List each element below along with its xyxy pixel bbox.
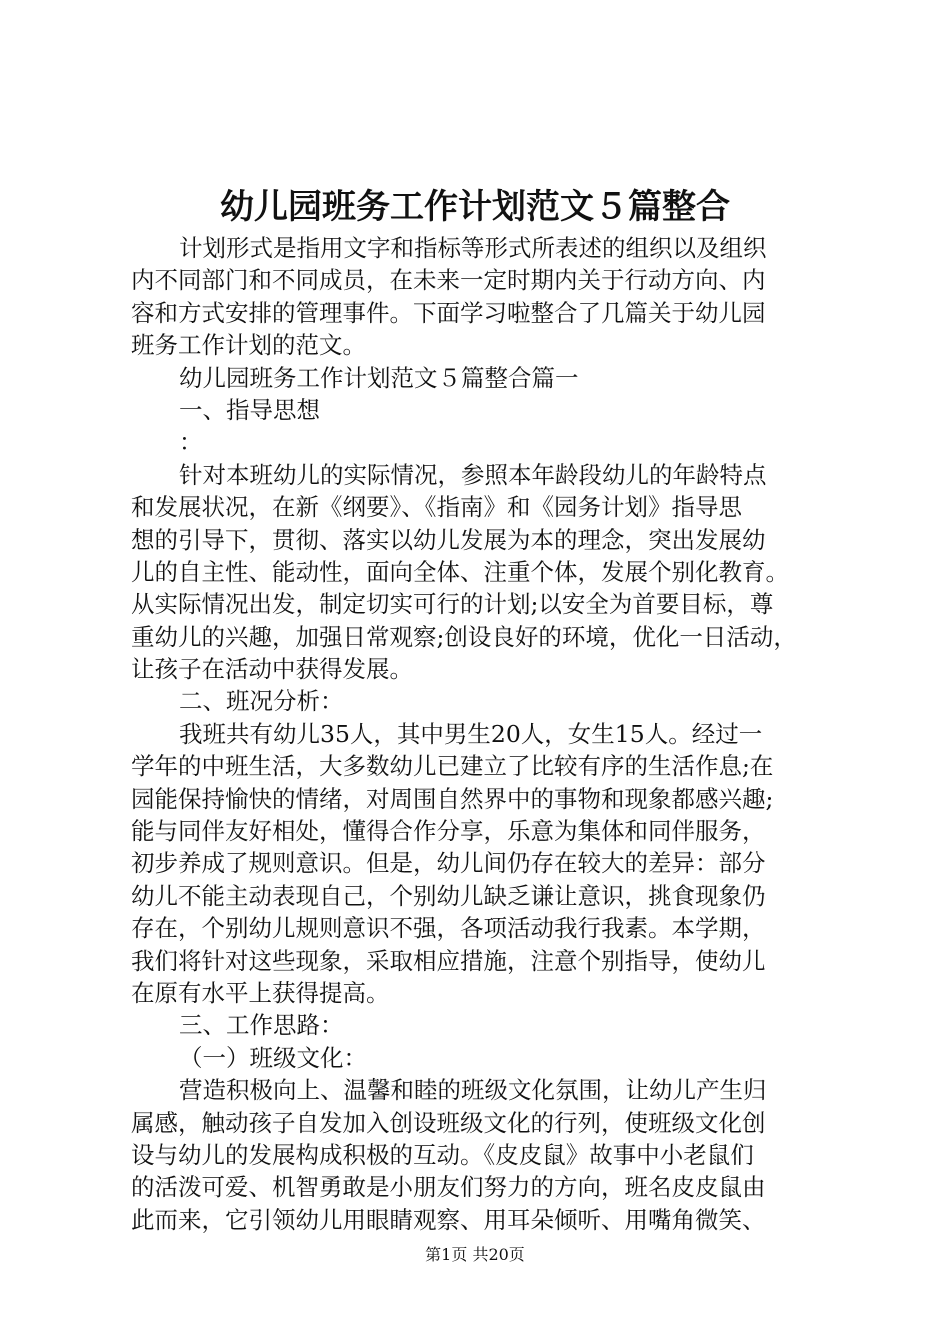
text-line: 重幼儿的兴趣，加强日常观察;创设良好的环境，优化一日活动， <box>131 622 797 651</box>
text-line: 在原有水平上获得提高。 <box>131 978 390 1007</box>
text-line: 一、指导思想 <box>179 395 320 424</box>
text-line: 能与同伴友好相处，懂得合作分享，乐意为集体和同伴服务， <box>131 817 766 846</box>
text-line: 容和方式安排的管理事件。下面学习啦整合了几篇关于幼儿园 <box>131 298 766 327</box>
text-line: 三、工作思路： <box>179 1011 344 1040</box>
document-body <box>131 232 831 1236</box>
text-line: 存在，个别幼儿规则意识不强，各项活动我行我素。本学期， <box>131 914 766 943</box>
text-line: 我班共有幼儿35人，其中男生20人，女生15人。经过一 <box>179 719 763 748</box>
text-line: 幼儿不能主动表现自己，个别幼儿缺乏谦让意识，挑食现象仍 <box>131 881 766 910</box>
text-line: 和发展状况，在新《纲要》、《指南》和《园务计划》指导思 <box>131 493 742 522</box>
text-line: 营造积极向上、温馨和睦的班级文化氛围，让幼儿产生归 <box>179 1076 767 1105</box>
text-line: 让孩子在活动中获得发展。 <box>131 655 413 684</box>
text-line: 学年的中班生活，大多数幼儿已建立了比较有序的生活作息;在 <box>131 752 774 781</box>
text-line: 园能保持愉快的情绪，对周围自然界中的事物和现象都感兴趣; <box>131 784 774 813</box>
text-line: 计划形式是指用文字和指标等形式所表述的组织以及组织 <box>179 234 767 262</box>
text-line: 针对本班幼儿的实际情况，参照本年龄段幼儿的年龄特点 <box>179 460 767 489</box>
text-line: 此而来，它引领幼儿用眼睛观察、用耳朵倾听、用嘴角微笑、 <box>131 1205 766 1234</box>
text-line: ： <box>179 428 203 457</box>
text-line: （一）班级文化： <box>179 1043 367 1072</box>
page-footer: 第1页 共20页 <box>425 1245 525 1264</box>
text-line: 我们将针对这些现象，采取相应措施，注意个别指导，使幼儿 <box>131 946 766 975</box>
text-line: 属感，触动孩子自发加入创设班级文化的行列，使班级文化创 <box>131 1108 766 1137</box>
text-line: 二、班况分析： <box>179 687 344 716</box>
text-line: 儿的自主性、能动性，面向全体、注重个体，发展个别化教育。 <box>131 557 789 586</box>
text-line: 班务工作计划的范文。 <box>131 331 366 360</box>
text-line: 的活泼可爱、机智勇敢是小朋友们努力的方向，班名皮皮鼠由 <box>131 1173 766 1202</box>
text-line: 设与幼儿的发展构成积极的互动。《皮皮鼠》故事中小老鼠们 <box>131 1140 754 1169</box>
text-line: 内不同部门和不同成员，在未来一定时期内关于行动方向、内 <box>131 266 766 295</box>
text-line: 从实际情况出发，制定切实可行的计划;以安全为首要目标，尊 <box>131 590 774 619</box>
document-title: 幼儿园班务工作计划范文５篇整合 <box>220 187 730 227</box>
text-line: 幼儿园班务工作计划范文５篇整合篇一 <box>179 363 579 392</box>
text-line: 想的引导下，贯彻、落实以幼儿发展为本的理念，突出发展幼 <box>131 525 766 554</box>
text-line: 初步养成了规则意识。但是，幼儿间仍存在较大的差异：部分 <box>131 849 766 878</box>
